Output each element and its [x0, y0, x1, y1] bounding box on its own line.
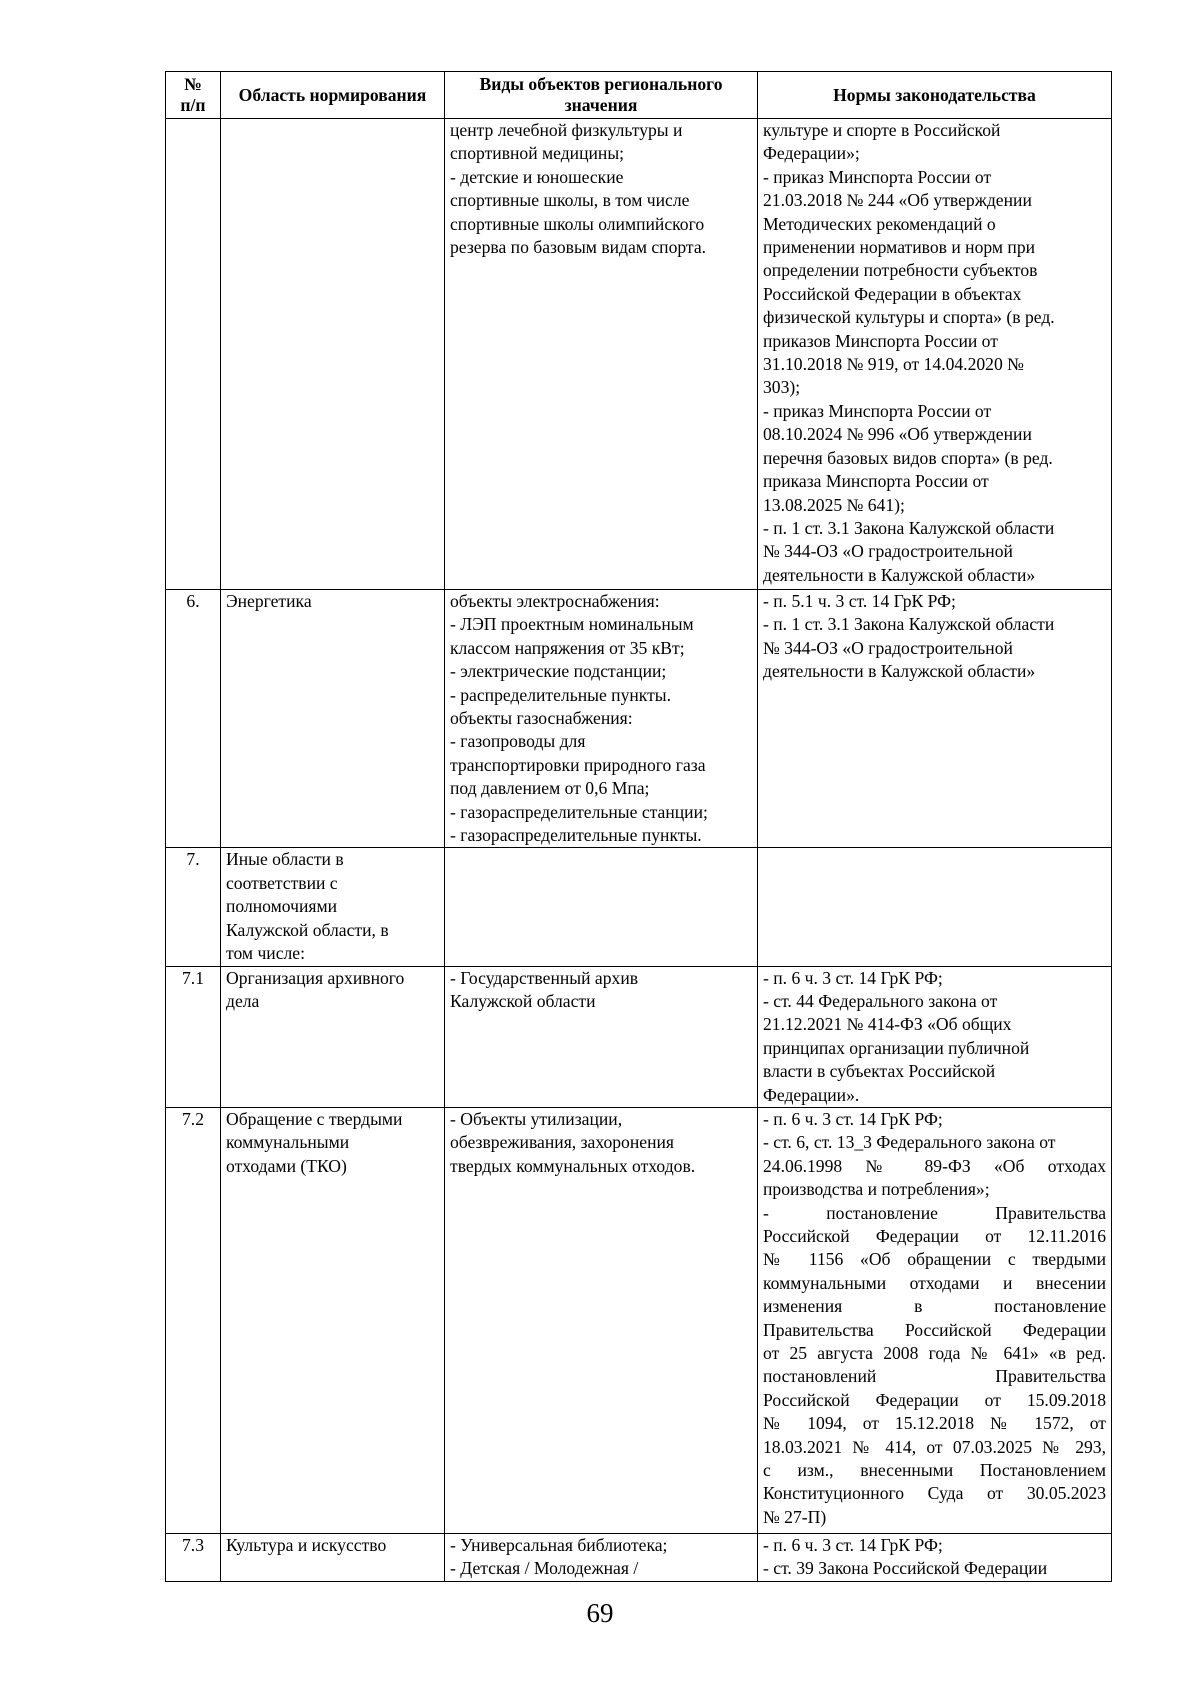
norm-line: 18.03.2021 № 414, от 07.03.2025 № 293,: [763, 1436, 1106, 1457]
norm-line: Конституционного Суда от 30.05.2023: [763, 1483, 1106, 1504]
row-num: [166, 119, 221, 590]
row-objects: - Объекты утилизации, обезвреживания, захоронения твердых коммунальных отходов.: [445, 1107, 758, 1533]
page-number: 69: [586, 1598, 614, 1628]
norm-line: производства и потребления»;: [763, 1179, 990, 1200]
header-norms: Нормы законодательства: [758, 72, 1112, 119]
row-num: 6.: [166, 590, 221, 848]
norm-line: Российской Федерации от 15.09.2018: [763, 1389, 1106, 1410]
norm-line: - постановление Правительства: [763, 1202, 1106, 1223]
row-objects: - Универсальная библиотека; - Детская / Молодежная /: [445, 1533, 758, 1581]
row-norms: [758, 1107, 1112, 1533]
table-row: [166, 1533, 1112, 1581]
row-objects: объекты электроснабжения: - ЛЭП проектным номинальным классом напряжения от 35 кВт; - электрические подстанции; - распределительные пункты. объекты газоснабжения: - газопроводы для транспортировки природного газа под давлением от 0,6 Мпа; - газораспределительные станции; - газораспределительные пункты.: [445, 590, 758, 848]
table-row: [166, 1107, 1112, 1533]
table-row: [166, 590, 1112, 848]
norm-line: - ст. 6, ст. 13_3 Федерального закона от: [763, 1132, 1056, 1153]
row-area: Энергетика: [221, 590, 445, 848]
norm-line: изменения в постановление: [763, 1296, 1106, 1317]
row-num: 7.2: [166, 1107, 221, 1533]
row-area: Обращение с твердыми коммунальными отходами (ТКО): [221, 1107, 445, 1533]
row-area: [221, 119, 445, 590]
table-row: [166, 848, 1112, 966]
row-objects: - Государственный архив Калужской области: [445, 966, 758, 1107]
row-norms: [758, 848, 1112, 966]
row-num: 7.3: [166, 1533, 221, 1581]
header-num: № п/п: [166, 72, 221, 119]
norm-line: - п. 6 ч. 3 ст. 14 ГрК РФ;: [763, 1108, 943, 1129]
header-area: Область нормирования: [221, 72, 445, 119]
header-objects: Виды объектов регионального значения: [445, 72, 758, 119]
norm-line: постановлений Правительства: [763, 1366, 1106, 1387]
row-norms: - п. 6 ч. 3 ст. 14 ГрК РФ; - ст. 39 Закона Российской Федерации: [758, 1533, 1112, 1581]
row-norms: культуре и спорте в Российской Федерации»; - приказ Минспорта России от 21.03.2018 № 244 «Об утверждении Методических рекомендаций о применении нормативов и норм при определении потребности субъектов Российской Федерации в объектах физической культуры и спорта» (в ред. приказов Минспорта России от 31.10.2018 № 919, от 14.04.2020 № 303); - приказ Минспорта России от 08.10.2024 № 996 «Об утверждении перечня базовых видов спорта» (в ред. приказа Минспорта России от 13.08.2025 № 641); - п. 1 ст. 3.1 Закона Калужской области № 344-ОЗ «О градостроительной деятельности в Калужской области»: [758, 119, 1112, 590]
regulation-table: [165, 71, 1112, 1582]
table-row: [166, 119, 1112, 590]
row-area: Культура и искусство: [221, 1533, 445, 1581]
norm-line: с изм., внесенными Постановлением: [763, 1460, 1106, 1481]
norm-line: Российской Федерации от 12.11.2016: [763, 1225, 1106, 1246]
row-objects: центр лечебной физкультуры и спортивной медицины; - детские и юношеские спортивные школы, в том числе спортивные школы олимпийского резерва по базовым видам спорта.: [445, 119, 758, 590]
norm-line: № 1094, от 15.12.2018 № 1572, от: [763, 1413, 1106, 1434]
row-area: Организация архивного дела: [221, 966, 445, 1107]
table-header-row: [166, 72, 1112, 119]
norm-line: № 1156 «Об обращении с твердыми: [763, 1249, 1106, 1270]
norm-line: коммунальными отходами и внесении: [763, 1272, 1106, 1293]
norm-line: № 27-П): [763, 1506, 827, 1527]
row-num: 7.1: [166, 966, 221, 1107]
norm-line: 24.06.1998 № 89-ФЗ «Об отходах: [763, 1155, 1106, 1176]
norm-line: от 25 августа 2008 года № 641» «в ред.: [763, 1343, 1106, 1363]
row-num: 7.: [166, 848, 221, 966]
norm-line: Правительства Российской Федерации: [763, 1319, 1106, 1340]
row-norms: - п. 6 ч. 3 ст. 14 ГрК РФ; - ст. 44 Федерального закона от 21.12.2021 № 414-ФЗ «Об общих принципах организации публичной власти в субъектах Российской Федерации».: [758, 966, 1112, 1107]
table-row: [166, 966, 1112, 1107]
row-norms: - п. 5.1 ч. 3 ст. 14 ГрК РФ; - п. 1 ст. 3.1 Закона Калужской области № 344-ОЗ «О градостроительной деятельности в Калужской области»: [758, 590, 1112, 848]
row-area: Иные области в соответствии с полномочиями Калужской области, в том числе:: [221, 848, 445, 966]
row-objects: [445, 848, 758, 966]
